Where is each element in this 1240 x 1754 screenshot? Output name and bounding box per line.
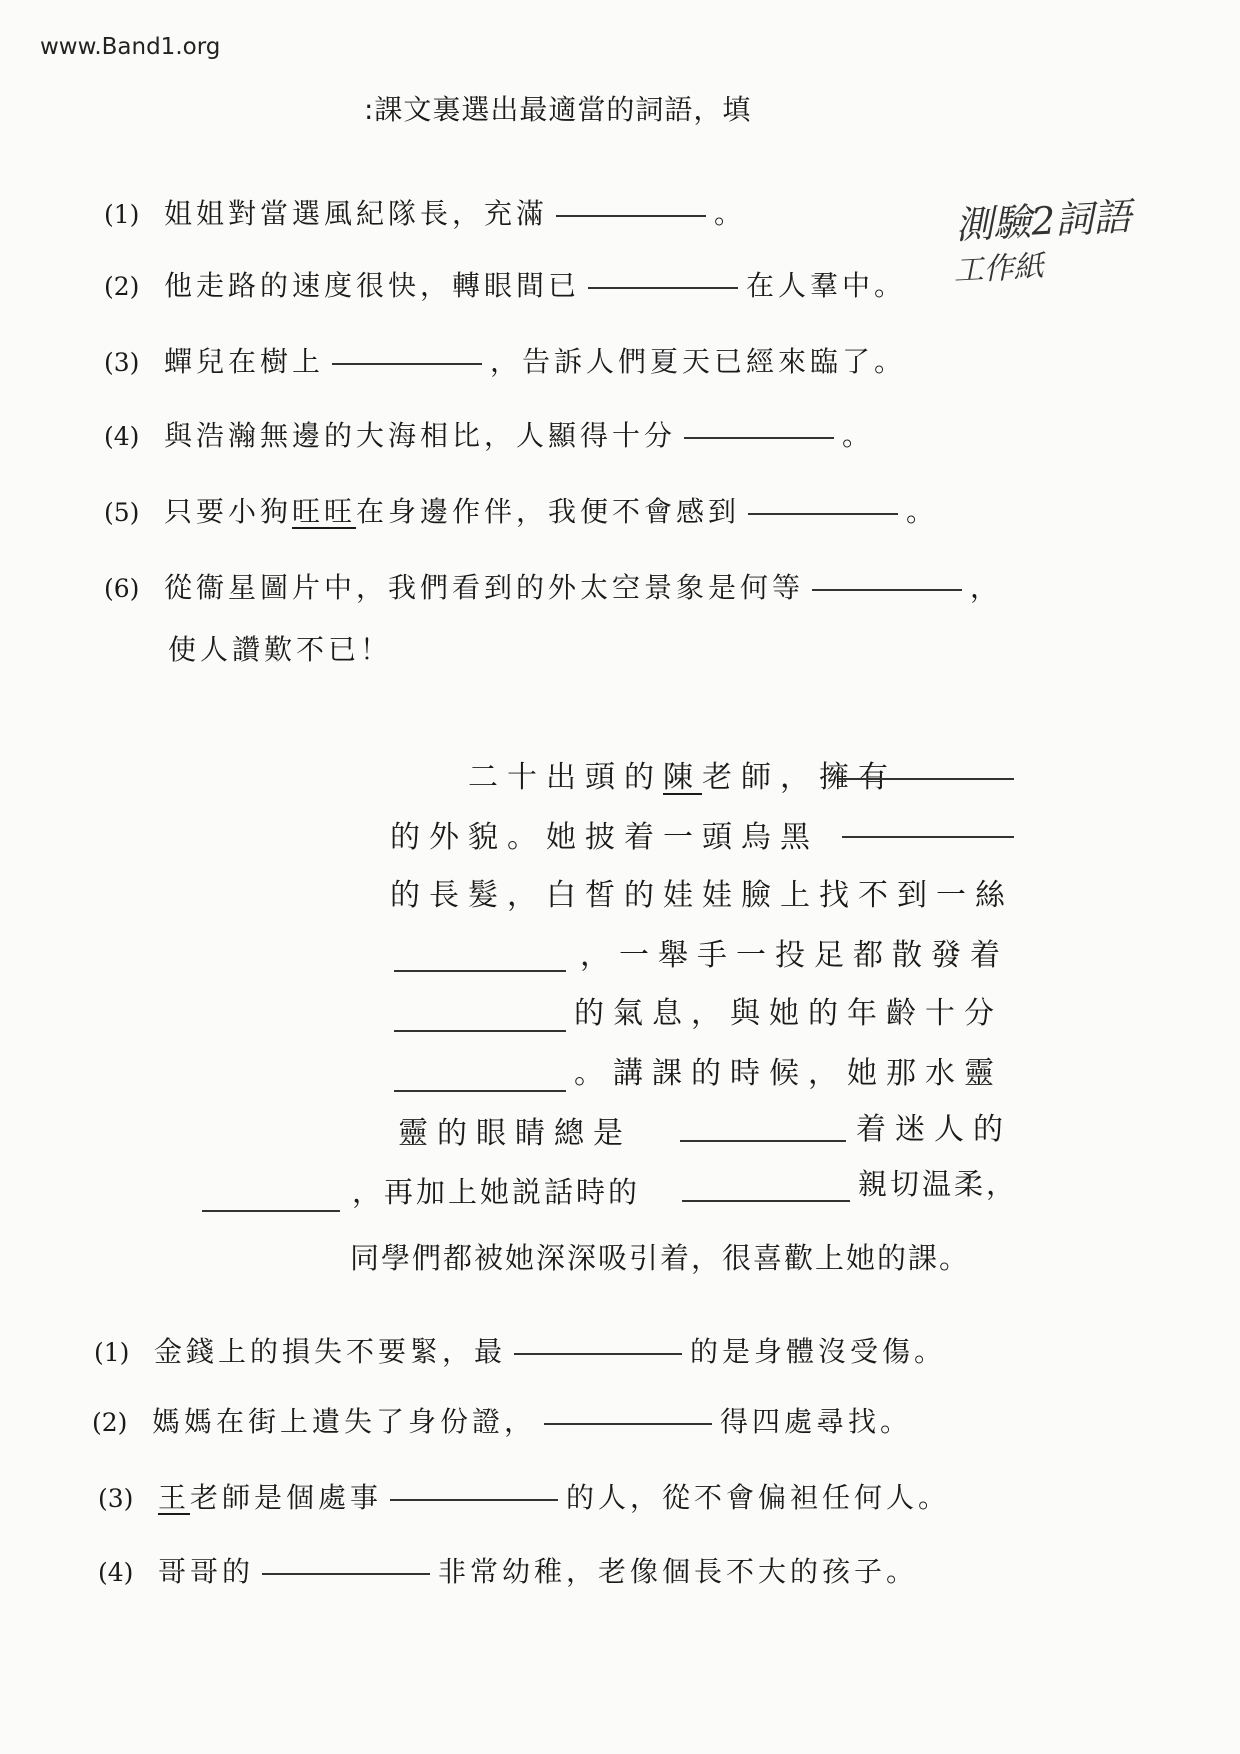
passage-line-8b: 親切温柔， (858, 1167, 1019, 1201)
question-text-middle: 在身邊作伴，我便不會感到 (356, 495, 741, 528)
question-2-3 (98, 1476, 950, 1516)
question-text-end: ， (970, 571, 1003, 604)
handwritten-note-line1: 測驗2詞語 (954, 194, 1133, 248)
answer-blank[interactable] (390, 1498, 558, 1501)
page-title: :課文裏選出最適當的詞語，填 (364, 93, 752, 126)
answer-blank[interactable] (544, 1422, 712, 1425)
answer-blank[interactable] (394, 970, 566, 972)
answer-blank[interactable] (202, 1210, 340, 1212)
answer-blank[interactable] (680, 1140, 846, 1142)
question-1-5 (104, 490, 938, 530)
question-number: (3) (98, 1484, 134, 1513)
question-number: (5) (104, 498, 140, 527)
answer-blank[interactable] (262, 1572, 430, 1575)
site-url[interactable]: www.Band1.org (40, 34, 221, 60)
question-1-4 (104, 414, 874, 454)
underlined-name: 陳 (663, 760, 702, 795)
question-text: 姐姐對當選風紀隊長，充滿 (164, 197, 549, 230)
question-text: 媽媽在街上遺失了身份證， (152, 1405, 537, 1438)
passage-text: 二十出頭的 (468, 760, 663, 795)
question-text: 只要小狗 (164, 495, 293, 528)
question-text: 哥哥的 (158, 1555, 255, 1588)
answer-blank[interactable] (514, 1352, 682, 1355)
question-2-4 (98, 1550, 918, 1590)
question-text: 從衞星圖片中，我們看到的外太空景象是何等 (164, 571, 805, 604)
question-text: 蟬兒在樹上 (164, 345, 325, 378)
question-text-end: 的人，從不會偏袒任何人。 (566, 1481, 951, 1514)
question-number: (4) (98, 1558, 134, 1587)
question-text-end: 。 (842, 419, 875, 452)
passage-line-1 (468, 752, 897, 796)
question-text-end: 。 (906, 495, 939, 528)
question-number: (4) (104, 422, 140, 451)
underlined-name: 旺旺 (292, 495, 357, 528)
passage-line-6: 。講課的時候，她那水靈 (574, 1056, 1003, 1091)
question-text: 金錢上的損失不要緊，最 (154, 1335, 507, 1368)
passage-line-5: 的氣息，與她的年齡十分 (574, 996, 1003, 1031)
answer-blank[interactable] (748, 512, 898, 515)
answer-blank[interactable] (394, 1030, 566, 1032)
passage-line-2: 的外貌。她披着一頭烏黑 (390, 820, 819, 855)
question-number: (1) (104, 200, 140, 229)
question-number: (2) (92, 1408, 128, 1437)
passage-line-4: ，一舉手一投足都散發着 (580, 938, 1009, 973)
question-1-1 (104, 192, 746, 232)
answer-blank[interactable] (332, 362, 482, 365)
answer-blank[interactable] (682, 1200, 850, 1202)
question-text-end: ，告訴人們夏天已經來臨了。 (490, 345, 907, 378)
answer-blank[interactable] (684, 436, 834, 439)
question-1-6-continued: 使人讚歎不已！ (168, 633, 393, 666)
question-number: (6) (104, 574, 140, 603)
answer-blank[interactable] (394, 1090, 566, 1092)
passage-line-7b: 着迷人的 (856, 1112, 1012, 1147)
passage-line-7a: 靈的眼睛總是 (398, 1116, 632, 1151)
question-1-2 (104, 264, 906, 304)
question-text-end: 非常幼稚，老像個長不大的孩子。 (438, 1555, 919, 1588)
question-text-end: 的是身體沒受傷。 (690, 1335, 947, 1368)
question-2-1 (94, 1330, 946, 1370)
answer-blank[interactable] (812, 588, 962, 591)
question-number: (2) (104, 272, 140, 301)
question-1-6 (104, 566, 1002, 606)
question-text: 他走路的速度很快，轉眼間已 (164, 269, 581, 302)
question-1-3 (104, 340, 906, 380)
answer-blank[interactable] (588, 286, 738, 289)
question-text: 與浩瀚無邊的大海相比，人顯得十分 (164, 419, 677, 452)
passage-text: 老師，擁有 (702, 760, 897, 795)
question-number: (1) (94, 1338, 130, 1367)
passage-line-8a: ，再加上她説話時的 (352, 1175, 641, 1209)
underlined-name: 王 (158, 1481, 191, 1514)
answer-blank[interactable] (842, 836, 1014, 838)
question-text-end: 得四處尋找。 (720, 1405, 913, 1438)
question-text: 老師是個處事 (190, 1481, 383, 1514)
answer-blank[interactable] (556, 214, 706, 217)
question-2-2 (92, 1400, 912, 1440)
handwritten-note-line2: 工作紙 (952, 249, 1045, 289)
question-text-end: 在人羣中。 (746, 269, 907, 302)
passage-line-3: 的長髮，白皙的娃娃臉上找不到一絲 (390, 878, 1014, 913)
passage-line-9: 同學們都被她深深吸引着，很喜歡上她的課。 (350, 1241, 971, 1275)
question-number: (3) (104, 348, 140, 377)
question-text-end: 。 (714, 197, 747, 230)
handwritten-note (954, 185, 1135, 289)
answer-blank[interactable] (838, 778, 1014, 780)
